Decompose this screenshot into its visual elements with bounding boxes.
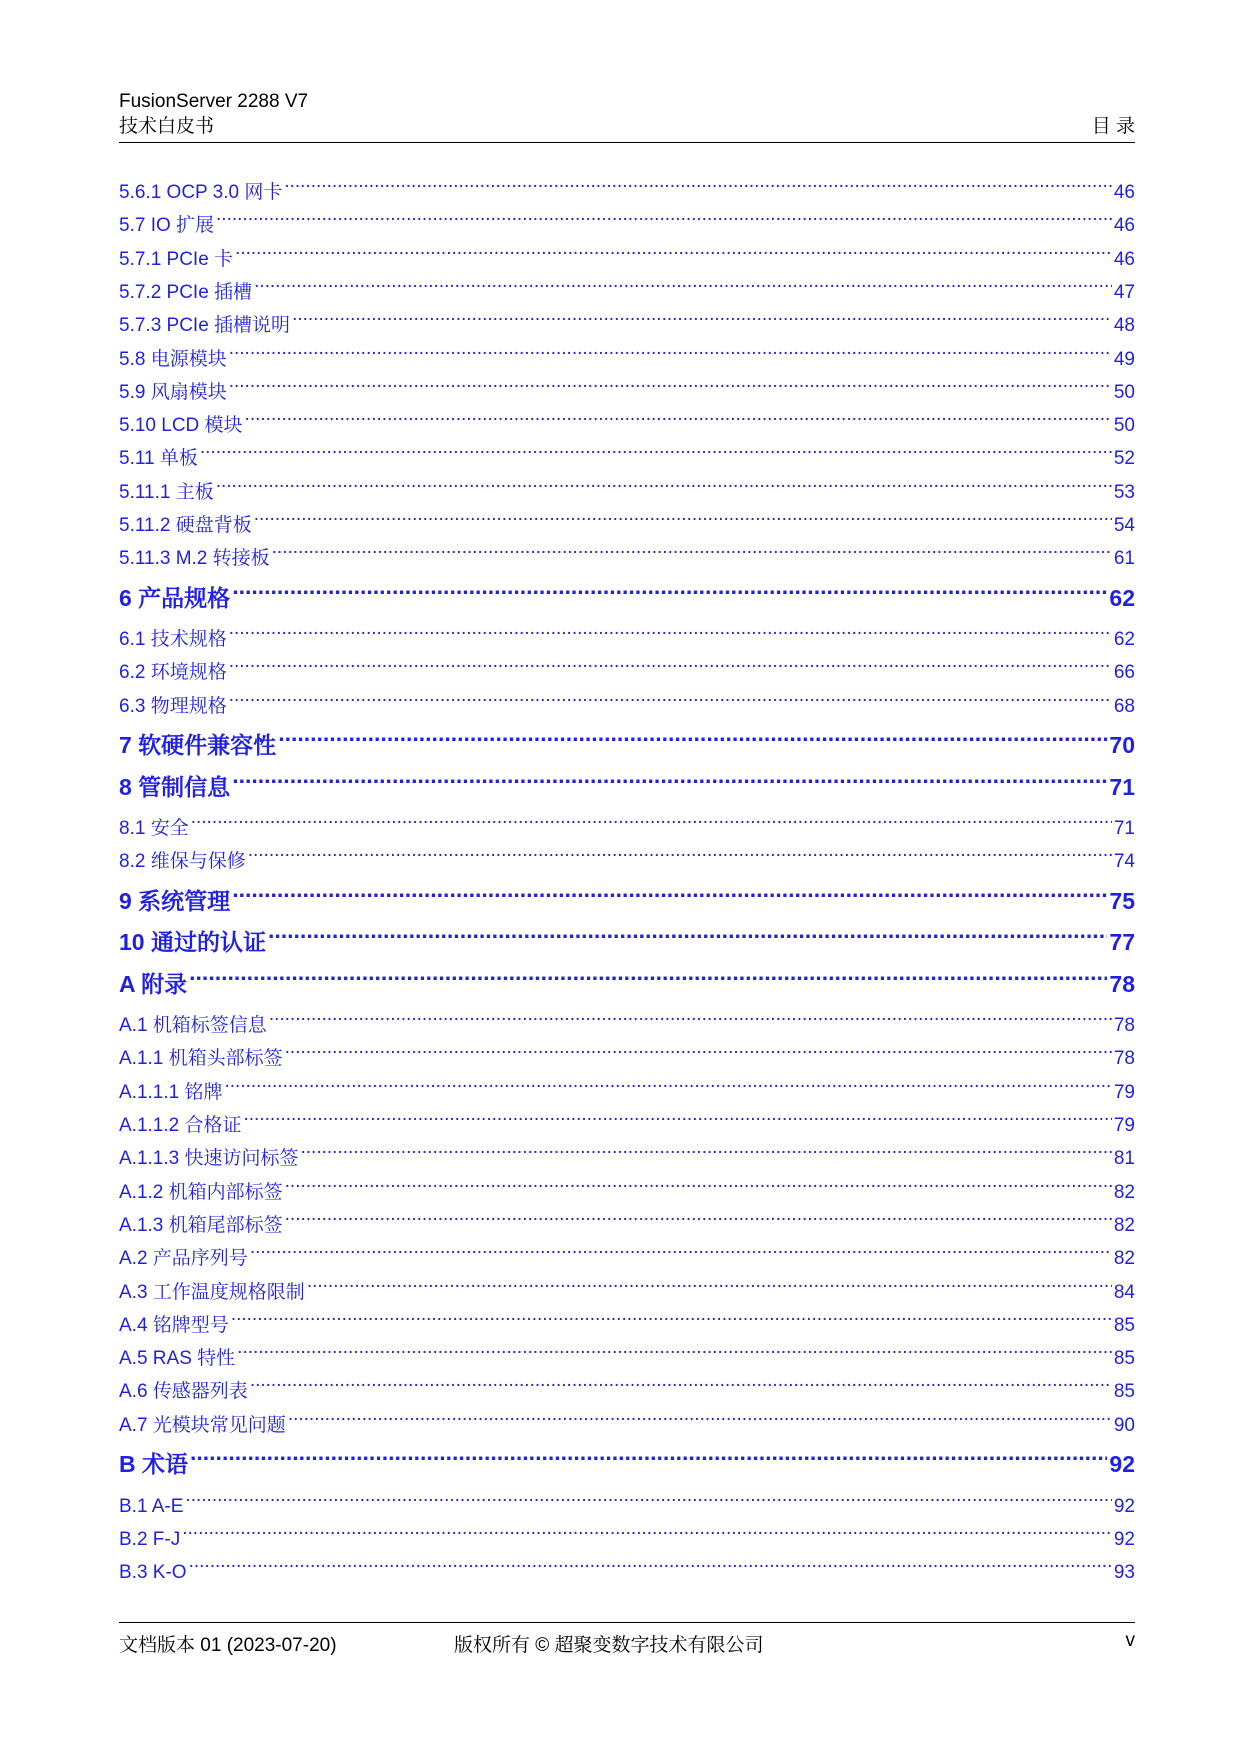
toc-entry-page: 90 xyxy=(1113,1414,1135,1436)
toc-entry-page: 68 xyxy=(1113,695,1135,717)
toc-entry-title: A 附录 xyxy=(119,970,188,997)
toc-entry-title: 8.2 维保与保修 xyxy=(119,851,246,873)
toc-entry-page: 49 xyxy=(1113,348,1135,370)
toc-entry[interactable] xyxy=(119,1242,1135,1275)
toc-entry-title: A.1.1.2 合格证 xyxy=(119,1115,242,1136)
dot-leader xyxy=(285,1045,1112,1064)
toc-entry-page: 50 xyxy=(1113,415,1135,437)
dot-leader xyxy=(250,1378,1112,1397)
toc-entry[interactable] xyxy=(119,623,1135,656)
toc-entry[interactable] xyxy=(119,309,1135,342)
dot-leader xyxy=(190,1449,1107,1472)
toc-entry-title: 8.1 安全 xyxy=(119,818,189,839)
toc-entry-title: 5.9 风扇模块 xyxy=(119,381,227,403)
dot-leader xyxy=(182,1526,1112,1545)
dot-leader xyxy=(272,545,1112,564)
toc-entry-title: 5.11.2 硬盘背板 xyxy=(119,515,252,536)
dot-leader xyxy=(245,412,1112,431)
toc-entry-page: 78 xyxy=(1109,970,1135,997)
toc-chapter-entry[interactable] xyxy=(119,922,1135,962)
toc-entry-page: 62 xyxy=(1109,584,1135,611)
toc-entry[interactable] xyxy=(119,442,1135,475)
toc-entry-page: 82 xyxy=(1113,1181,1135,1203)
toc-entry-page: 71 xyxy=(1113,818,1135,839)
toc-entry[interactable] xyxy=(119,1556,1135,1589)
page-number: v xyxy=(1125,1630,1135,1651)
dot-leader xyxy=(216,479,1112,498)
toc-entry[interactable] xyxy=(119,1209,1135,1242)
toc-entry-page: 48 xyxy=(1113,315,1135,337)
toc-entry-page: 81 xyxy=(1113,1148,1135,1170)
section-title: 目 录 xyxy=(1091,116,1135,137)
toc-entry-title: A.1.1 机箱头部标签 xyxy=(119,1048,283,1070)
dot-leader xyxy=(278,730,1107,753)
toc-entry-title: 7 软硬件兼容性 xyxy=(119,732,277,759)
dot-leader xyxy=(254,512,1112,531)
toc-entry-page: 75 xyxy=(1109,887,1135,914)
toc-chapter-entry[interactable] xyxy=(119,725,1135,765)
dot-leader xyxy=(185,1493,1111,1512)
toc-entry-title: A.1.1.1 铭牌 xyxy=(119,1081,223,1103)
toc-entry[interactable] xyxy=(119,812,1135,845)
toc-entry-page: 70 xyxy=(1109,732,1135,759)
toc-entry-title: A.1.3 机箱尾部标签 xyxy=(119,1214,283,1236)
toc-entry-title: A.1 机箱标签信息 xyxy=(119,1015,267,1037)
dot-leader xyxy=(244,1112,1112,1131)
dot-leader xyxy=(200,445,1112,464)
toc-entry[interactable] xyxy=(119,243,1135,276)
dot-leader xyxy=(232,886,1107,909)
toc-entry[interactable] xyxy=(119,1523,1135,1556)
dot-leader xyxy=(231,1312,1112,1331)
toc-entry-title: 10 通过的认证 xyxy=(119,929,266,956)
product-name: FusionServer 2288 V7 xyxy=(119,91,309,112)
toc-entry-title: 6.1 技术规格 xyxy=(119,629,227,651)
toc-entry[interactable] xyxy=(119,343,1135,376)
toc-entry-title: A.2 产品序列号 xyxy=(119,1248,248,1270)
dot-leader xyxy=(229,659,1112,678)
toc-entry-title: 5.7 IO 扩展 xyxy=(119,215,215,237)
dot-leader xyxy=(285,1179,1112,1198)
dot-leader xyxy=(285,1212,1112,1231)
toc-entry-title: 5.10 LCD 模块 xyxy=(119,415,243,437)
toc-entry-page: 46 xyxy=(1113,215,1135,237)
toc-entry-title: 5.8 电源模块 xyxy=(119,348,227,370)
toc-entry-page: 66 xyxy=(1113,662,1135,684)
dot-leader xyxy=(225,1079,1112,1098)
page-footer xyxy=(119,1622,1135,1659)
toc-entry-title: A.3 工作温度规格限制 xyxy=(119,1281,305,1303)
toc-entry-page: 92 xyxy=(1109,1451,1135,1478)
toc-chapter-entry[interactable] xyxy=(119,767,1135,807)
toc-entry-page: 82 xyxy=(1113,1214,1135,1236)
toc-entry-page: 85 xyxy=(1113,1348,1135,1370)
copyright-notice: 版权所有 © 超聚变数字技术有限公司 xyxy=(454,1635,764,1656)
dot-leader xyxy=(268,927,1107,950)
toc-entry-title: A.1.1.3 快速访问标签 xyxy=(119,1148,299,1170)
toc-entry-page: 78 xyxy=(1113,1015,1135,1037)
toc-entry-page: 84 xyxy=(1113,1281,1135,1303)
toc-entry-page: 85 xyxy=(1113,1381,1135,1403)
toc-entry[interactable] xyxy=(119,1009,1135,1042)
toc-entry-page: 93 xyxy=(1113,1562,1135,1584)
toc-entry-page: 61 xyxy=(1113,548,1135,570)
toc-entry-page: 92 xyxy=(1113,1528,1135,1550)
toc-entry-page: 54 xyxy=(1113,515,1135,536)
toc-entry[interactable] xyxy=(119,476,1135,509)
toc-entry[interactable] xyxy=(119,1409,1135,1442)
toc-entry-page: 50 xyxy=(1113,381,1135,403)
toc-entry-page: 77 xyxy=(1109,929,1135,956)
toc-entry-page: 71 xyxy=(1109,773,1135,800)
toc-entry-title: B 术语 xyxy=(119,1451,188,1478)
toc-entry-title: A.5 RAS 特性 xyxy=(119,1348,236,1370)
dot-leader xyxy=(191,815,1112,834)
toc-entry-page: 78 xyxy=(1113,1048,1135,1070)
toc-entry-page: 52 xyxy=(1113,448,1135,470)
toc-entry-title: 6.3 物理规格 xyxy=(119,695,227,717)
toc-entry-title: 5.7.1 PCIe 卡 xyxy=(119,248,234,270)
toc-entry[interactable] xyxy=(119,1176,1135,1209)
toc-entry-page: 82 xyxy=(1113,1248,1135,1270)
dot-leader xyxy=(248,848,1112,867)
toc-entry-title: 6 产品规格 xyxy=(119,584,231,611)
toc-entry-page: 62 xyxy=(1113,629,1135,651)
page-header xyxy=(119,90,1135,143)
toc-entry[interactable] xyxy=(119,209,1135,242)
toc-entry[interactable] xyxy=(119,656,1135,689)
toc-entry[interactable] xyxy=(119,376,1135,409)
toc-entry-title: 9 系统管理 xyxy=(119,887,231,914)
toc-entry[interactable] xyxy=(119,542,1135,575)
dot-leader xyxy=(232,772,1107,795)
toc-entry-title: 5.7.2 PCIe 插槽 xyxy=(119,281,253,303)
toc-entry-title: 5.11 单板 xyxy=(119,448,198,470)
toc-entry[interactable] xyxy=(119,276,1135,309)
toc-entry[interactable] xyxy=(119,845,1135,878)
toc-entry-page: 46 xyxy=(1113,182,1135,203)
toc-entry-page: 92 xyxy=(1113,1495,1135,1517)
toc-entry-title: A.1.2 机箱内部标签 xyxy=(119,1181,283,1203)
dot-leader xyxy=(288,1412,1112,1431)
toc-chapter-entry[interactable] xyxy=(119,964,1135,1004)
toc-entry-title: 5.11.3 M.2 转接板 xyxy=(119,548,270,570)
dot-leader xyxy=(189,969,1107,992)
toc-entry-page: 46 xyxy=(1113,248,1135,270)
dot-leader xyxy=(269,1012,1112,1031)
toc-entry[interactable] xyxy=(119,1076,1135,1109)
toc-entry[interactable] xyxy=(119,1375,1135,1408)
toc-entry-title: 6.2 环境规格 xyxy=(119,662,227,684)
document-version: 文档版本 01 (2023-07-20) xyxy=(119,1635,337,1656)
toc-chapter-entry[interactable] xyxy=(119,578,1135,618)
toc-entry[interactable] xyxy=(119,1109,1135,1142)
toc-entry-title: 5.7.3 PCIe 插槽说明 xyxy=(119,315,291,337)
dot-leader xyxy=(237,1345,1112,1364)
toc-chapter-entry[interactable] xyxy=(119,1444,1135,1484)
dot-leader xyxy=(229,379,1112,398)
toc-chapter-entry[interactable] xyxy=(119,881,1135,921)
toc-entry-page: 85 xyxy=(1113,1314,1135,1336)
toc-entry-title: 8 管制信息 xyxy=(119,773,231,800)
dot-leader xyxy=(307,1279,1112,1298)
toc-entry-title: A.4 铭牌型号 xyxy=(119,1314,229,1336)
dot-leader xyxy=(254,279,1112,298)
toc-entry[interactable] xyxy=(119,690,1135,723)
dot-leader xyxy=(301,1145,1112,1164)
toc-entry-page: 47 xyxy=(1113,281,1135,303)
dot-leader xyxy=(284,179,1112,198)
toc-entry-page: 79 xyxy=(1113,1081,1135,1103)
dot-leader xyxy=(216,212,1112,231)
dot-leader xyxy=(292,312,1112,331)
toc-entry-page: 79 xyxy=(1113,1115,1135,1136)
dot-leader xyxy=(232,583,1107,606)
toc-entry[interactable] xyxy=(119,409,1135,442)
toc-entry-title: B.2 F-J xyxy=(119,1528,181,1550)
dot-leader xyxy=(229,626,1112,645)
toc-entry[interactable] xyxy=(119,1276,1135,1309)
dot-leader xyxy=(235,246,1112,265)
toc-entry[interactable] xyxy=(119,1142,1135,1175)
toc-entry-title: A.7 光模块常见问题 xyxy=(119,1414,286,1436)
toc-entry[interactable] xyxy=(119,176,1135,209)
toc-entry-title: B.1 A-E xyxy=(119,1495,184,1517)
dot-leader xyxy=(229,346,1112,365)
dot-leader xyxy=(250,1245,1112,1264)
toc-entry[interactable] xyxy=(119,1342,1135,1375)
dot-leader xyxy=(229,693,1112,712)
toc-entry-title: A.6 传感器列表 xyxy=(119,1381,248,1403)
toc-entry[interactable] xyxy=(119,1042,1135,1075)
toc-entry-title: B.3 K-O xyxy=(119,1562,187,1584)
toc-entry-page: 74 xyxy=(1113,851,1135,873)
toc-entry[interactable] xyxy=(119,509,1135,542)
dot-leader xyxy=(189,1559,1112,1578)
toc-entry[interactable] xyxy=(119,1309,1135,1342)
toc-entry[interactable] xyxy=(119,1490,1135,1523)
document-type: 技术白皮书 xyxy=(119,116,215,137)
toc-entry-title: 5.11.1 主板 xyxy=(119,481,214,503)
toc-entry-page: 53 xyxy=(1113,481,1135,503)
toc-entry-title: 5.6.1 OCP 3.0 网卡 xyxy=(119,182,283,203)
